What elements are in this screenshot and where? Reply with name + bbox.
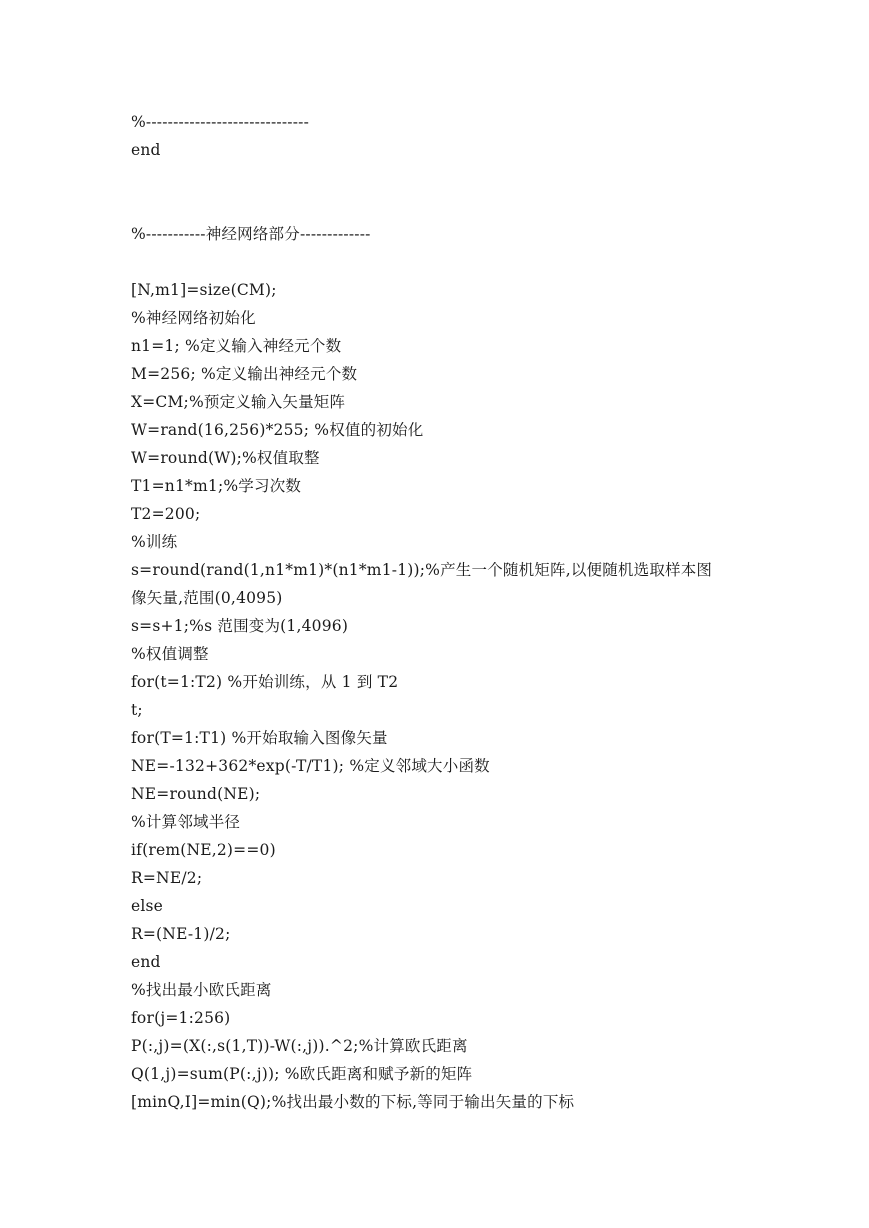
code-line: 像矢量,范围(0,4095) <box>131 589 283 607</box>
code-line: %训练 <box>131 533 178 551</box>
code-line: Q(1,j)=sum(P(:,j)); %欧氏距离和赋予新的矩阵 <box>131 1065 473 1083</box>
code-line: %------------------------------ <box>131 113 310 131</box>
code-line: s=round(rand(1,n1*m1)*(n1*m1-1));%产生一个随机矩阵,以便随机选取样本图 <box>131 561 713 579</box>
code-line: n1=1; %定义输入神经元个数 <box>131 337 342 355</box>
code-line: P(:,j)=(X(:,s(1,T))-W(:,j)).^2;%计算欧氏距离 <box>131 1037 468 1055</box>
code-line: M=256; %定义输出神经元个数 <box>131 365 358 383</box>
code-line: T2=200; <box>131 505 201 523</box>
code-line: R=(NE-1)/2; <box>131 925 231 943</box>
blank-line <box>131 248 771 276</box>
code-line: for(T=1:T1) %开始取输入图像矢量 <box>131 729 388 747</box>
code-line: %找出最小欧氏距离 <box>131 981 272 999</box>
code-line: R=NE/2; <box>131 869 203 887</box>
blank-line <box>131 164 771 192</box>
section-heading: %-----------神经网络部分------------- <box>131 225 371 243</box>
code-line: NE=round(NE); <box>131 785 261 803</box>
blank-line <box>131 192 771 220</box>
code-line: %神经网络初始化 <box>131 309 256 327</box>
code-line: NE=-132+362*exp(-T/T1); %定义邻域大小函数 <box>131 757 490 775</box>
code-line: %计算邻域半径 <box>131 813 241 831</box>
code-line: W=round(W);%权值取整 <box>131 449 320 467</box>
code-line: s=s+1;%s 范围变为(1,4096) <box>131 617 349 635</box>
code-listing <box>131 108 771 1116</box>
code-line: %权值调整 <box>131 645 209 663</box>
code-line: for(j=1:256) <box>131 1009 231 1027</box>
code-line: [N,m1]=size(CM); <box>131 281 277 299</box>
code-line: T1=n1*m1;%学习次数 <box>131 477 302 495</box>
code-line: else <box>131 897 164 915</box>
code-line: t; <box>131 701 143 719</box>
code-line: W=rand(16,256)*255; %权值的初始化 <box>131 421 424 439</box>
code-line: X=CM;%预定义输入矢量矩阵 <box>131 393 346 411</box>
code-line: if(rem(NE,2)==0) <box>131 841 276 859</box>
code-line: for(t=1:T2) %开始训练，从 1 到 T2 <box>131 673 399 691</box>
code-line: end <box>131 141 161 159</box>
code-line: [minQ,I]=min(Q);%找出最小数的下标,等同于输出矢量的下标 <box>131 1093 575 1111</box>
code-line: end <box>131 953 161 971</box>
